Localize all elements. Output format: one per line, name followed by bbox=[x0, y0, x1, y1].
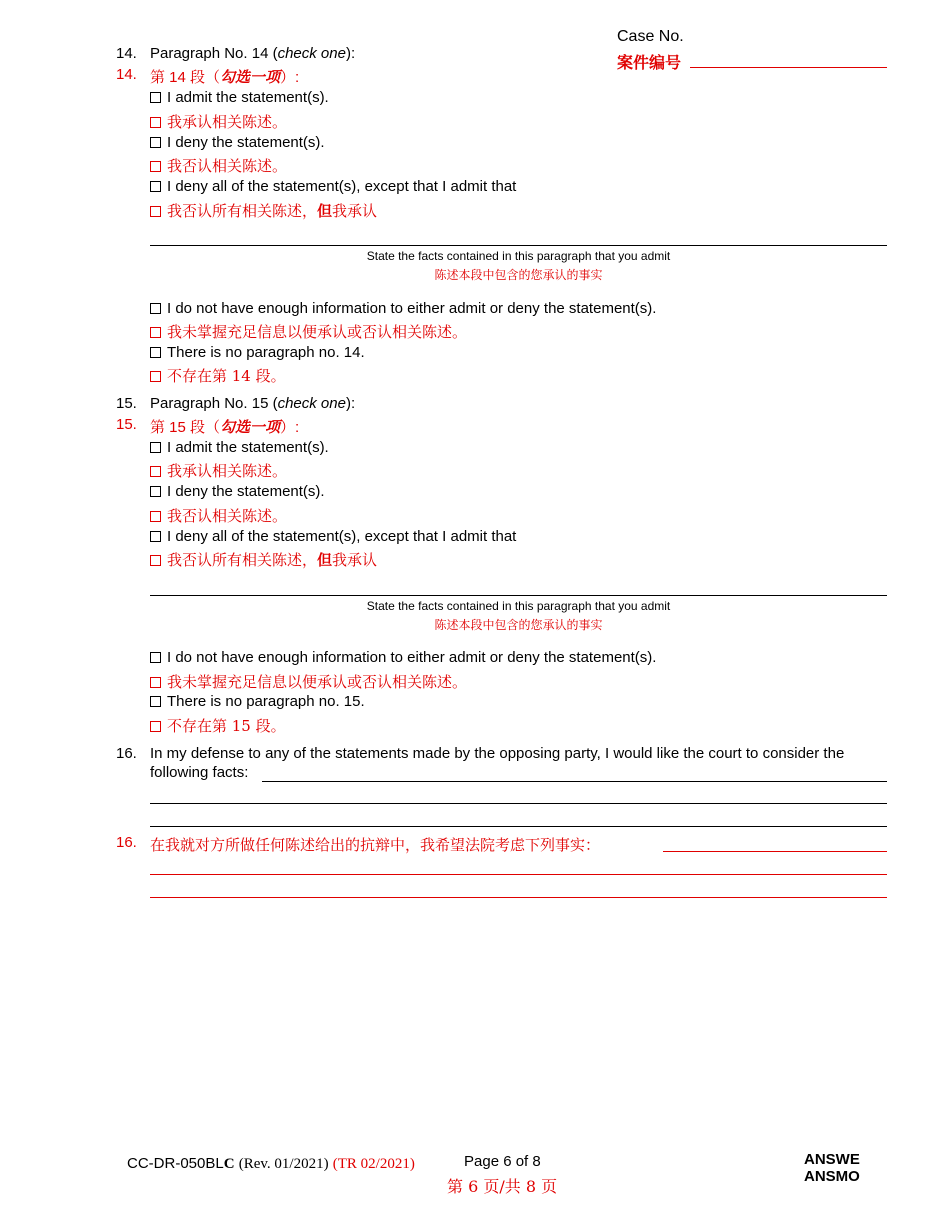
checkbox[interactable] bbox=[150, 466, 161, 477]
p15-number-cn: 15. bbox=[116, 416, 137, 433]
p15-number: 15. bbox=[116, 395, 137, 412]
p14-deny-option[interactable]: I deny the statement(s). bbox=[150, 134, 325, 151]
p15-title-cn: 第 15 段（勾选一项）: bbox=[150, 419, 300, 436]
p14-facts-caption-cn: 陈述本段中包含的您承认的事实 bbox=[434, 268, 603, 282]
checkbox[interactable] bbox=[150, 721, 161, 732]
checkbox[interactable] bbox=[150, 442, 161, 453]
p16-facts-field-cn-2[interactable] bbox=[150, 874, 887, 875]
p14-admit-option-cn[interactable]: 我承认相关陈述。 bbox=[150, 111, 287, 132]
p16-number-cn: 16. bbox=[116, 834, 137, 851]
checkbox[interactable] bbox=[150, 371, 161, 382]
p15-no-info-option[interactable]: I do not have enough information to either admit or deny the statement(s). bbox=[150, 649, 656, 666]
checkbox[interactable] bbox=[150, 677, 161, 688]
p15-deny-except-option[interactable]: I deny all of the statement(s), except that I admit that bbox=[150, 528, 516, 545]
page-number: Page 6 of 8 bbox=[464, 1153, 541, 1170]
p14-number-cn: 14. bbox=[116, 66, 137, 83]
form-title-line2: ANSMO bbox=[804, 1168, 860, 1185]
p15-none-option[interactable]: There is no paragraph no. 15. bbox=[150, 693, 365, 710]
p15-no-info-option-cn[interactable]: 我未掌握充足信息以便承认或否认相关陈述。 bbox=[150, 671, 467, 692]
p16-facts-field-cn-3[interactable] bbox=[150, 897, 887, 898]
p16-facts-field-1[interactable] bbox=[262, 781, 887, 782]
p16-text-line2: following facts: bbox=[150, 764, 249, 781]
p14-no-info-option[interactable]: I do not have enough information to either admit or deny the statement(s). bbox=[150, 300, 656, 317]
p15-admit-option-cn[interactable]: 我承认相关陈述。 bbox=[150, 460, 287, 481]
checkbox[interactable] bbox=[150, 555, 161, 566]
checkbox[interactable] bbox=[150, 181, 161, 192]
p15-facts-caption: State the facts contained in this paragraph that you admit bbox=[366, 599, 671, 613]
case-no-field[interactable] bbox=[690, 67, 887, 68]
p16-facts-field-cn-1[interactable] bbox=[663, 851, 887, 852]
p14-deny-except-option[interactable]: I deny all of the statement(s), except that I admit that bbox=[150, 178, 516, 195]
p15-deny-option[interactable]: I deny the statement(s). bbox=[150, 483, 325, 500]
p14-none-option[interactable]: There is no paragraph no. 14. bbox=[150, 344, 365, 361]
form-code: CC-DR-050BLC (Rev. 01/2021) (TR 02/2021) bbox=[127, 1155, 415, 1172]
p14-admit-facts-field[interactable] bbox=[150, 245, 887, 246]
checkbox[interactable] bbox=[150, 206, 161, 217]
checkbox[interactable] bbox=[150, 531, 161, 542]
p14-no-info-option-cn[interactable]: 我未掌握充足信息以便承认或否认相关陈述。 bbox=[150, 321, 467, 342]
p15-admit-facts-field[interactable] bbox=[150, 595, 887, 596]
p15-admit-option[interactable]: I admit the statement(s). bbox=[150, 439, 329, 456]
form-title-line1: ANSWE bbox=[804, 1151, 860, 1168]
checkbox[interactable] bbox=[150, 327, 161, 338]
checkbox[interactable] bbox=[150, 137, 161, 148]
p14-deny-option-cn[interactable]: 我否认相关陈述。 bbox=[150, 155, 287, 176]
checkbox[interactable] bbox=[150, 347, 161, 358]
p14-number: 14. bbox=[116, 45, 137, 62]
p16-number: 16. bbox=[116, 745, 137, 762]
p15-title: Paragraph No. 15 (check one): bbox=[150, 395, 356, 412]
p14-deny-except-option-cn[interactable]: 我否认所有相关陈述，但我承认 bbox=[150, 200, 377, 221]
p16-text-line1: In my defense to any of the statements made by the opposing party, I would like the court to consider the bbox=[150, 745, 845, 762]
p16-facts-field-2[interactable] bbox=[150, 803, 887, 804]
p15-none-option-cn[interactable]: 不存在第 15 段。 bbox=[150, 715, 286, 736]
p14-admit-option[interactable]: I admit the statement(s). bbox=[150, 89, 329, 106]
checkbox[interactable] bbox=[150, 511, 161, 522]
p16-facts-field-3[interactable] bbox=[150, 826, 887, 827]
p15-deny-option-cn[interactable]: 我否认相关陈述。 bbox=[150, 505, 287, 526]
p15-facts-caption-cn: 陈述本段中包含的您承认的事实 bbox=[434, 618, 603, 632]
checkbox[interactable] bbox=[150, 161, 161, 172]
page-number-cn: 第 6 页/共 8 页 bbox=[447, 1177, 558, 1196]
checkbox[interactable] bbox=[150, 652, 161, 663]
checkbox[interactable] bbox=[150, 696, 161, 707]
p14-title-cn: 第 14 段（勾选一项）: bbox=[150, 69, 300, 86]
p14-none-option-cn[interactable]: 不存在第 14 段。 bbox=[150, 365, 286, 386]
checkbox[interactable] bbox=[150, 303, 161, 314]
p15-deny-except-option-cn[interactable]: 我否认所有相关陈述，但我承认 bbox=[150, 549, 377, 570]
checkbox[interactable] bbox=[150, 117, 161, 128]
p14-facts-caption: State the facts contained in this paragraph that you admit bbox=[366, 249, 671, 263]
checkbox[interactable] bbox=[150, 92, 161, 103]
p14-title: Paragraph No. 14 (check one): bbox=[150, 45, 356, 62]
checkbox[interactable] bbox=[150, 486, 161, 497]
case-no-label: Case No. bbox=[617, 28, 684, 45]
case-no-label-cn: 案件编号 bbox=[617, 55, 682, 72]
p16-text-cn: 在我就对方所做任何陈述给出的抗辩中，我希望法院考虑下列事实： bbox=[150, 836, 601, 854]
